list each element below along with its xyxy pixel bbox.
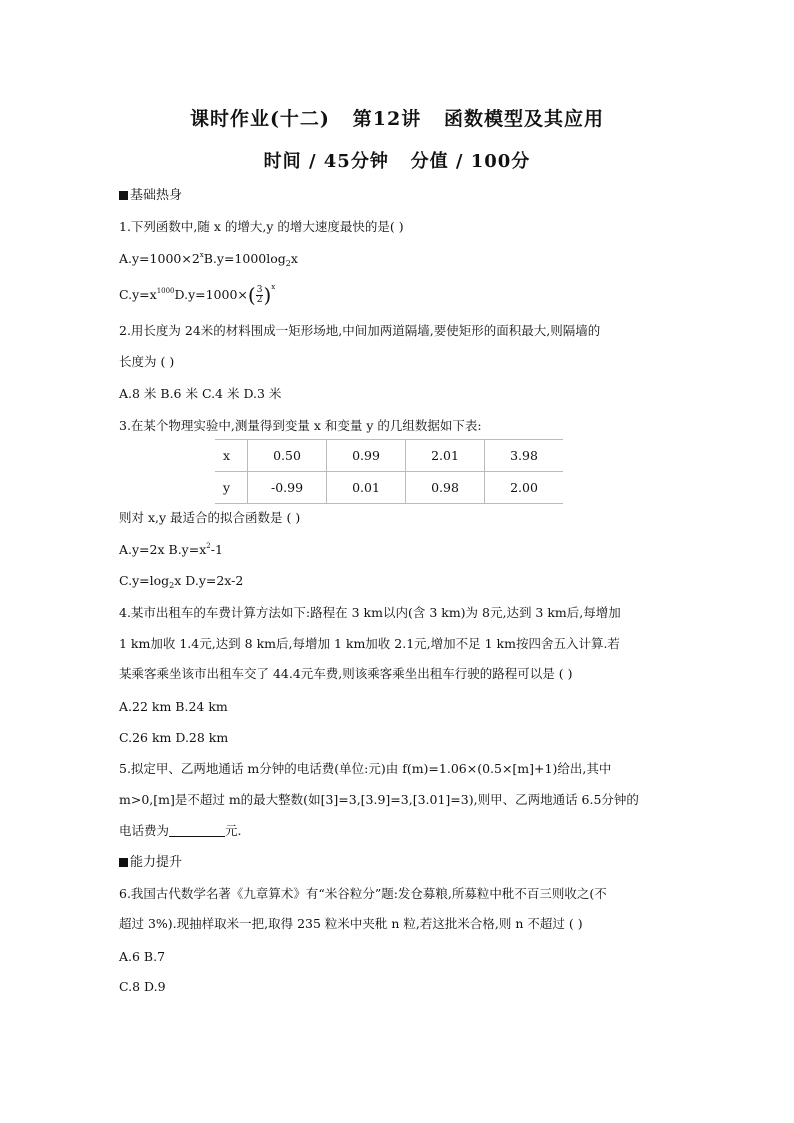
table-row [215, 472, 563, 504]
question-4-options-cd: C.26 km D.28 km [119, 730, 229, 745]
question-4-line-1: 4.某市出租车的车费计算方法如下:路程在 3 km以内(含 3 km)为 8元,达到 3 km后,每增加 [119, 605, 621, 620]
question-5-line-3: 电话费为 元. [119, 823, 242, 838]
question-4-line-3: 某乘客乘坐该市出租车交了 44.4元车费,则该乘客乘坐出租车行驶的路程可以是 ( ) [119, 666, 573, 681]
question-6-line-2: 超过 3%).现抽样取米一把,取得 235 粒米中夹秕 n 粒,若这批米合格,则 n 不超过 ( ) [119, 916, 583, 931]
table-cell: 0.99 [327, 440, 406, 472]
question-3-question: 则对 x,y 最适合的拟合函数是 ( ) [119, 510, 301, 525]
question-5-line-1: 5.拟定甲、乙两地通话 m分钟的电话费(单位:元)由 f(m)=1.06×(0.5×[m]+1)给出,其中 [119, 761, 612, 776]
question-3-stem: 3.在某个物理实验中,测量得到变量 x 和变量 y 的几组数据如下表: [119, 418, 482, 433]
question-6-options-cd: C.8 D.9 [119, 979, 166, 994]
square-bullet-icon [119, 858, 128, 867]
question-5-line-2: m>0,[m]是不超过 m的最大整数(如[3]=3,[3.9]=3,[3.01]=3),则甲、乙两地通话 6.5分钟的 [119, 792, 639, 807]
table-cell: 2.00 [485, 472, 564, 504]
section-label: 基础热身 [130, 188, 183, 203]
answer-blank [169, 824, 225, 837]
section-label: 能力提升 [130, 855, 183, 870]
section-heading-advanced [119, 855, 182, 871]
question-4-line-2: 1 km加收 1.4元,达到 8 km后,每增加 1 km加收 2.1元,增加不足 1 km按四舍五入计算.若 [119, 636, 620, 651]
question-1-options-ab: $A.y=1000\times 2^xB.y=1000\log_2x$ [119, 251, 298, 268]
table-row-label: y [215, 472, 248, 504]
question-2-options: A.8 米 B.6 米 C.4 米 D.3 米 [119, 386, 282, 401]
question-6-options-ab: A.6 B.7 [119, 949, 166, 964]
question-2-line-1: 2.用长度为 24米的材料围成一矩形场地,中间加两道隔墙,要使矩形的面积最大,则隔墙的 [119, 323, 601, 338]
question-4-options-ab: A.22 km B.24 km [119, 699, 228, 714]
table-cell: -0.99 [248, 472, 327, 504]
question-3-options-ab: A.y=2x $B.y=x^2-1$ [119, 542, 223, 557]
data-table [215, 439, 563, 504]
question-2-line-2: 长度为 ( ) [119, 354, 175, 369]
table-cell: 2.01 [406, 440, 485, 472]
page-subtitle: 时间 / 45分钟 分值 / 100分 [263, 151, 531, 172]
table-cell: 3.98 [485, 440, 564, 472]
question-3-options-cd: $C.y=\log_2x$ D.y=2x-2 [119, 573, 244, 590]
table-cell: 0.98 [406, 472, 485, 504]
question-1-options-cd: $C.y=x^{1000}D.y=1000\times$( $\frac{3}{2}$ )$^x$ [119, 283, 276, 307]
table-row [215, 440, 563, 472]
square-bullet-icon [119, 191, 128, 200]
question-6-line-1: 6.我国古代数学名著《九章算术》有“米谷粒分”题:发仓募粮,所募粒中秕不百三则收之(不 [119, 886, 607, 901]
section-heading-basic [119, 188, 182, 204]
question-1-stem: 1.下列函数中,随 x 的增大,y 的增大速度最快的是( ) [119, 219, 404, 234]
table-cell: 0.01 [327, 472, 406, 504]
page-title: 课时作业(十二) 第12讲 函数模型及其应用 [189, 108, 605, 130]
fraction: $\frac{3}{2}$ [256, 285, 263, 305]
table-row-label: x [215, 440, 248, 472]
table-cell: 0.50 [248, 440, 327, 472]
